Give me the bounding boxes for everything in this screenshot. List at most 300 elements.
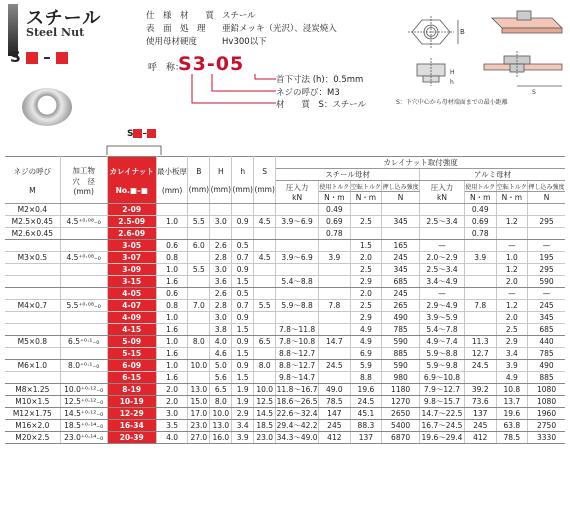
S-cell bbox=[254, 348, 276, 360]
steel-torque-break-cell: 5.9 bbox=[350, 360, 382, 372]
steel-torque-break-cell: 2.0 bbox=[350, 252, 382, 264]
unit-nm: N・m bbox=[464, 192, 496, 204]
alu-press-cell: 16.7〜24.5 bbox=[420, 420, 465, 432]
thread-cell bbox=[5, 276, 60, 288]
table-row bbox=[5, 336, 565, 348]
alu-pushout-cell bbox=[528, 228, 565, 240]
steel-pushout-cell: 785 bbox=[382, 324, 420, 336]
steel-torque-use-cell: 245 bbox=[319, 420, 351, 432]
table-row bbox=[5, 360, 565, 372]
code-cell: 2-09 bbox=[107, 204, 156, 216]
table-row bbox=[5, 204, 565, 216]
min-thickness-cell: 3.0 bbox=[156, 408, 188, 420]
B-cell: 27.0 bbox=[188, 432, 210, 444]
alu-torque-use-cell: 0.49 bbox=[464, 204, 496, 216]
thread-cell bbox=[5, 240, 60, 252]
h-cell: 0.9 bbox=[232, 312, 254, 324]
thread-cell bbox=[5, 312, 60, 324]
B-cell bbox=[188, 312, 210, 324]
code-cell: 12-29 bbox=[107, 408, 156, 420]
series-code bbox=[10, 48, 68, 66]
alu-torque-use-cell: 0.69 bbox=[464, 216, 496, 228]
thread-cell: M3×0.5 bbox=[5, 252, 60, 264]
alu-press-cell bbox=[420, 228, 465, 240]
H-cell bbox=[210, 204, 232, 216]
min-thickness-cell: 1.0 bbox=[156, 336, 188, 348]
steel-press-cell: 18.6〜26.5 bbox=[276, 397, 318, 406]
thread-cell: M2.6×0.45 bbox=[5, 228, 60, 240]
col-S-header: S (mm) bbox=[254, 157, 276, 204]
alu-torque-break-cell: 2.5 bbox=[496, 324, 528, 336]
S-cell bbox=[254, 288, 276, 300]
h-cell: 2.9 bbox=[232, 408, 254, 420]
S-cell: 4.5 bbox=[254, 216, 276, 228]
h-cell: 1.5 bbox=[232, 324, 254, 336]
alu-torque-use-cell: 12.7 bbox=[464, 348, 496, 360]
table-row bbox=[5, 252, 565, 264]
steel-torque-break-cell: 4.9 bbox=[350, 324, 382, 336]
steel-pushout-cell: 980 bbox=[382, 372, 420, 384]
table-row bbox=[5, 396, 565, 408]
H-cell: 2.8 bbox=[210, 300, 232, 312]
thread-cell: M12×1.75 bbox=[5, 408, 60, 420]
spec-value: Hv300以下 bbox=[222, 37, 267, 47]
steel-torque-use-cell: 0.69 bbox=[319, 216, 351, 228]
thread-cell: M2×0.4 bbox=[5, 204, 60, 216]
steel-press-cell: 3.9〜6.9 bbox=[276, 216, 319, 228]
S-cell bbox=[254, 372, 276, 384]
H-cell: 3.0 bbox=[210, 264, 232, 276]
alu-pushout-cell: 590 bbox=[528, 276, 565, 288]
min-thickness-cell: 4.0 bbox=[156, 432, 188, 444]
steel-press-cell: 7.8〜10.8 bbox=[276, 336, 319, 348]
alu-torque-break-cell: 10.8 bbox=[496, 384, 528, 396]
H-cell: 13.0 bbox=[210, 420, 232, 432]
H-cell: 3.8 bbox=[210, 324, 232, 336]
thread-cell bbox=[5, 372, 60, 384]
series-code-letter: S bbox=[10, 48, 21, 66]
S-cell: 14.5 bbox=[254, 408, 276, 420]
alu-press-cell: 5.4〜7.8 bbox=[420, 324, 465, 336]
H-cell: 10.0 bbox=[210, 408, 232, 420]
hole-cell bbox=[60, 228, 107, 240]
steel-press-cell: 7.8〜11.8 bbox=[276, 324, 319, 336]
steel-press-cell: 9.8〜14.7 bbox=[276, 372, 319, 384]
h-cell: 0.7 bbox=[232, 252, 254, 264]
steel-pushout-cell: 245 bbox=[382, 288, 420, 300]
spec-table bbox=[142, 10, 341, 49]
alu-press-cell: 7.9〜12.7 bbox=[420, 384, 465, 396]
steel-pushout-cell: 590 bbox=[382, 360, 420, 372]
hole-cell: 23.0⁺⁰·¹⁴₋₀ bbox=[60, 432, 107, 444]
table-row bbox=[5, 240, 565, 252]
spec-label: 使用母材硬度 bbox=[146, 37, 198, 47]
alu-press-cell: 4.9〜7.4 bbox=[420, 336, 465, 348]
B-cell: 5.5 bbox=[188, 216, 210, 228]
code-cell: 6-09 bbox=[107, 360, 156, 372]
plate-sketch bbox=[492, 11, 562, 33]
H-cell: 5.6 bbox=[210, 372, 232, 384]
steel-torque-use-cell: 7.8 bbox=[319, 300, 351, 312]
steel-press-cell: 8.8〜12.7 bbox=[276, 360, 319, 372]
S-cell: 10.0 bbox=[254, 384, 276, 396]
callout-lines bbox=[190, 72, 280, 112]
steel-pushout-cell: 1270 bbox=[382, 396, 420, 408]
alu-torque-use-cell: 412 bbox=[464, 432, 496, 444]
steel-press-header: 圧入力 kN bbox=[276, 181, 319, 204]
min-thickness-cell: 2.0 bbox=[156, 384, 188, 396]
h-cell: 0.7 bbox=[232, 300, 254, 312]
S-cell bbox=[254, 312, 276, 324]
alu-torque-break-cell: — bbox=[496, 240, 528, 252]
hole-cell: 5.5⁺⁰·⁰⁸₋₀ bbox=[60, 300, 107, 312]
S-cell: 8.0 bbox=[254, 360, 276, 372]
table-row bbox=[5, 264, 565, 276]
B-cell bbox=[188, 288, 210, 300]
side-view bbox=[417, 58, 445, 86]
red-square-icon bbox=[133, 129, 142, 138]
svg-text:h: h bbox=[450, 79, 454, 86]
table-row bbox=[5, 300, 565, 312]
alu-pushout-cell: — bbox=[528, 240, 565, 252]
code-cell: 4-15 bbox=[107, 324, 156, 336]
group-header: カレイナット取付強度 bbox=[276, 157, 565, 169]
callout-notes bbox=[276, 74, 366, 112]
h-cell: 0.9 bbox=[232, 264, 254, 276]
h-cell: 1.5 bbox=[232, 372, 254, 384]
code-cell: 5-15 bbox=[107, 348, 156, 360]
alu-torque-use-cell bbox=[464, 240, 496, 252]
steel-pushout-cell: 345 bbox=[382, 264, 420, 276]
thread-cell: M2.5×0.45 bbox=[5, 216, 60, 228]
H-cell: 6.5 bbox=[210, 384, 232, 396]
steel-torque-break-cell: 45.1 bbox=[350, 408, 382, 420]
alu-torque-use-cell bbox=[464, 276, 496, 288]
min-thickness-cell: 1.6 bbox=[156, 372, 188, 384]
col-hole-header: 加工物 穴 径 (mm) bbox=[60, 157, 107, 204]
red-square-icon bbox=[26, 52, 38, 64]
min-thickness-cell: 1.0 bbox=[156, 312, 188, 324]
S-cell bbox=[254, 324, 276, 336]
H-cell: 16.0 bbox=[210, 432, 232, 444]
steel-torque-break-cell: 19.6 bbox=[350, 384, 382, 396]
h-cell bbox=[232, 204, 254, 216]
B-cell: 10.0 bbox=[188, 360, 210, 372]
steel-press-cell bbox=[276, 312, 319, 324]
alu-pushout-cell: 295 bbox=[528, 264, 565, 276]
alu-torque-use-cell bbox=[464, 264, 496, 276]
H-cell: 2.6 bbox=[210, 288, 232, 300]
alu-press-cell: 2.5〜3.4 bbox=[420, 264, 465, 276]
alu-press-cell: 14.7〜22.5 bbox=[420, 408, 465, 420]
thread-cell: M6×1.0 bbox=[5, 360, 60, 372]
steel-pushout-header: 押し込み強度 bbox=[382, 181, 420, 192]
min-thickness-cell bbox=[156, 204, 188, 216]
code-cell: 3-05 bbox=[107, 240, 156, 252]
unit-n: N bbox=[382, 192, 420, 204]
thread-cell bbox=[5, 348, 60, 360]
min-thickness-cell: 0.6 bbox=[156, 288, 188, 300]
table-row bbox=[5, 288, 565, 300]
S-cell: 12.5 bbox=[254, 396, 276, 408]
page-title: スチール bbox=[26, 8, 102, 29]
min-thickness-cell: 1.6 bbox=[156, 276, 188, 288]
h-cell: 1.5 bbox=[232, 276, 254, 288]
steel-pushout-cell bbox=[382, 204, 420, 216]
steel-torque-break-cell bbox=[350, 228, 382, 240]
steel-pushout-cell: 685 bbox=[382, 276, 420, 288]
alu-torque-use-cell bbox=[464, 372, 496, 384]
steel-torque-use-cell: 0.49 bbox=[319, 204, 351, 216]
table-row bbox=[5, 432, 565, 444]
code-cell: 2.6-09 bbox=[107, 228, 156, 240]
code-cell: 4-07 bbox=[107, 300, 156, 312]
table-row bbox=[5, 384, 565, 396]
steel-torque-break-cell bbox=[350, 204, 382, 216]
code-cell: 6-15 bbox=[107, 372, 156, 384]
steel-torque-use-cell: 147 bbox=[319, 408, 351, 420]
steel-torque-break-cell: 1.5 bbox=[350, 240, 382, 252]
alu-torque-use-cell: 0.78 bbox=[464, 228, 496, 240]
steel-press-cell: 5.4〜8.8 bbox=[276, 276, 319, 288]
hole-cell: 4.5⁺⁰·⁰⁸₋₀ bbox=[60, 252, 107, 264]
table-label: S – bbox=[127, 129, 156, 139]
series-code-sep: – bbox=[43, 48, 51, 66]
alu-torque-use-cell: 24.5 bbox=[464, 360, 496, 372]
hole-cell bbox=[60, 372, 107, 384]
alu-torque-use-header: 使用トルク bbox=[464, 181, 496, 192]
alu-torque-use-cell bbox=[464, 288, 496, 300]
callout-code: S3-05 bbox=[178, 53, 245, 75]
alu-press-header: 圧入力 kN bbox=[420, 181, 465, 204]
min-thickness-cell: 0.8 bbox=[156, 300, 188, 312]
H-cell: 3.6 bbox=[210, 276, 232, 288]
col-h-header: h (mm) bbox=[232, 157, 254, 204]
alu-torque-use-cell: 245 bbox=[464, 420, 496, 432]
red-square-icon bbox=[147, 129, 156, 138]
code-cell: 3-07 bbox=[107, 252, 156, 264]
red-square-icon bbox=[56, 52, 68, 64]
hole-cell bbox=[60, 240, 107, 252]
steel-torque-use-cell bbox=[319, 348, 351, 360]
table-row bbox=[5, 408, 565, 420]
steel-press-cell bbox=[276, 288, 319, 300]
H-cell bbox=[210, 228, 232, 240]
alu-pushout-cell: 1080 bbox=[528, 384, 565, 396]
steel-torque-break-cell: 2.5 bbox=[350, 216, 382, 228]
steel-torque-use-cell: 412 bbox=[319, 432, 351, 444]
nut-technical-drawing bbox=[392, 6, 567, 98]
alu-press-cell: 2.5〜3.4 bbox=[420, 216, 465, 228]
steel-torque-break-cell: 8.8 bbox=[350, 372, 382, 384]
alu-torque-use-cell: 11.3 bbox=[464, 336, 496, 348]
spec-row bbox=[142, 10, 341, 23]
alu-torque-use-cell bbox=[464, 312, 496, 324]
min-thickness-cell: 1.6 bbox=[156, 324, 188, 336]
code-cell: 2.5-09 bbox=[107, 216, 156, 228]
table-row bbox=[5, 324, 565, 336]
alu-pushout-cell: 245 bbox=[528, 300, 565, 312]
steel-press-cell: 29.4〜42.2 bbox=[276, 421, 318, 430]
H-cell: 4.0 bbox=[210, 336, 232, 348]
alu-torque-break-cell: 2.0 bbox=[496, 312, 528, 324]
H-cell: 8.0 bbox=[210, 396, 232, 408]
alu-press-cell: 3.9〜5.9 bbox=[420, 312, 465, 324]
alu-torque-break-cell: 1.2 bbox=[496, 300, 528, 312]
alu-torque-break-cell: 2.9 bbox=[496, 336, 528, 348]
code-cell: 3-15 bbox=[107, 276, 156, 288]
code-cell: 20-39 bbox=[107, 432, 156, 444]
callout-label: 呼 称： bbox=[148, 63, 185, 73]
thread-cell: M4×0.7 bbox=[5, 300, 60, 312]
h-cell: 0.9 bbox=[232, 216, 254, 228]
S-cell: 23.0 bbox=[254, 432, 276, 444]
h-cell: 0.9 bbox=[232, 360, 254, 372]
S-cell bbox=[254, 228, 276, 240]
svg-text:S: S bbox=[532, 89, 536, 96]
min-thickness-cell: 3.5 bbox=[156, 420, 188, 432]
steel-torque-use-cell: 14.7 bbox=[319, 336, 351, 348]
B-cell: 5.5 bbox=[188, 264, 210, 276]
H-cell: 3.0 bbox=[210, 216, 232, 228]
min-thickness-cell: 0.6 bbox=[156, 240, 188, 252]
alu-pushout-cell: 1960 bbox=[528, 408, 565, 420]
spec-value: スチール bbox=[222, 11, 256, 21]
steel-pushout-cell: 1180 bbox=[382, 384, 420, 396]
h-cell: 1.9 bbox=[232, 396, 254, 408]
unit-n: N bbox=[528, 192, 565, 204]
steel-press-cell bbox=[276, 240, 319, 252]
hole-cell bbox=[60, 276, 107, 288]
alu-torque-break-cell bbox=[496, 204, 528, 216]
alu-torque-break-cell: 3.9 bbox=[496, 360, 528, 372]
steel-pushout-cell: 245 bbox=[382, 252, 420, 264]
spec-label: 表 面 処 理 bbox=[146, 24, 206, 34]
unit-nm: N・m bbox=[350, 192, 382, 204]
steel-pushout-cell: 6870 bbox=[382, 432, 420, 444]
H-cell: 3.0 bbox=[210, 312, 232, 324]
steel-press-cell bbox=[276, 204, 319, 216]
spec-row bbox=[142, 36, 341, 49]
steel-pushout-cell: 265 bbox=[382, 300, 420, 312]
hole-cell bbox=[60, 312, 107, 324]
alu-torque-use-cell: 7.8 bbox=[464, 300, 496, 312]
steel-pushout-cell: 165 bbox=[382, 240, 420, 252]
alu-torque-use-cell: 73.6 bbox=[464, 396, 496, 408]
alu-pushout-cell: 490 bbox=[528, 360, 565, 372]
alu-pushout-cell bbox=[528, 204, 565, 216]
alu-torque-break-cell: 78.5 bbox=[496, 432, 528, 444]
alu-pushout-cell: — bbox=[528, 288, 565, 300]
B-cell: 13.0 bbox=[188, 384, 210, 396]
hole-cell bbox=[60, 324, 107, 336]
h-cell: 0.9 bbox=[232, 336, 254, 348]
hole-cell bbox=[60, 288, 107, 300]
steel-torque-use-cell: 0.78 bbox=[319, 228, 351, 240]
hole-cell: 8.0⁺⁰·¹₋₀ bbox=[60, 360, 107, 372]
S-cell bbox=[254, 240, 276, 252]
drawing-note: S：下穴中心から母材端面までの最小距離 bbox=[396, 99, 508, 106]
alu-torque-use-cell: 3.9 bbox=[464, 252, 496, 264]
min-thickness-cell bbox=[156, 228, 188, 240]
steel-torque-use-cell: 49.0 bbox=[319, 384, 351, 396]
min-thickness-cell: 1.0 bbox=[156, 360, 188, 372]
alu-press-cell: — bbox=[420, 288, 465, 300]
hole-cell bbox=[60, 204, 107, 216]
min-thickness-cell: 0.8 bbox=[156, 252, 188, 264]
min-thickness-cell: 1.0 bbox=[156, 264, 188, 276]
steel-pushout-cell: 490 bbox=[382, 312, 420, 324]
B-cell: 23.0 bbox=[188, 420, 210, 432]
code-cell: 4-05 bbox=[107, 288, 156, 300]
h-cell bbox=[232, 228, 254, 240]
S-cell: 4.5 bbox=[254, 252, 276, 264]
steel-torque-use-cell bbox=[319, 324, 351, 336]
steel-press-cell: 8.8〜12.7 bbox=[276, 348, 319, 360]
steel-torque-use-cell: 24.5 bbox=[319, 360, 351, 372]
alu-torque-break-cell: — bbox=[496, 288, 528, 300]
spec-value: 亜鉛メッキ（光沢）、浸炭焼入 bbox=[222, 24, 337, 34]
steel-pushout-cell: 590 bbox=[382, 336, 420, 348]
steel-torque-break-cell: 2.5 bbox=[350, 300, 382, 312]
page-subtitle: Steel Nut bbox=[26, 26, 85, 39]
table-row bbox=[5, 372, 565, 384]
col-minthick-header: 最小板厚 (mm) bbox=[156, 157, 188, 204]
hole-cell: 18.5⁺⁰·¹⁴₋₀ bbox=[60, 420, 107, 432]
unit-nm: N・m bbox=[319, 192, 351, 204]
spec-label: 仕 様 材 質 bbox=[146, 11, 215, 21]
alu-pushout-cell: 1080 bbox=[528, 396, 565, 408]
steel-press-cell: 22.6〜32.4 bbox=[276, 409, 318, 418]
alu-pushout-cell: 440 bbox=[528, 336, 565, 348]
steel-torque-break-cell: 2.9 bbox=[350, 312, 382, 324]
min-thickness-cell: 1.0 bbox=[156, 216, 188, 228]
alu-torque-use-cell: 137 bbox=[464, 408, 496, 420]
B-cell: 15.0 bbox=[188, 396, 210, 408]
steel-pushout-cell: 345 bbox=[382, 216, 420, 228]
B-cell bbox=[188, 324, 210, 336]
steel-torque-break-cell: 2.5 bbox=[350, 264, 382, 276]
spec-main-table bbox=[5, 156, 565, 444]
h-cell: 3.4 bbox=[232, 420, 254, 432]
alu-torque-break-cell: 1.2 bbox=[496, 216, 528, 228]
steel-torque-use-cell bbox=[319, 240, 351, 252]
nut-photo bbox=[22, 88, 72, 126]
alu-press-cell: 9.8〜15.7 bbox=[420, 396, 465, 408]
steel-pushout-cell: 885 bbox=[382, 348, 420, 360]
alu-press-cell: 19.6〜29.4 bbox=[420, 432, 465, 444]
table-row bbox=[5, 348, 565, 360]
alu-torque-break-cell: 1.2 bbox=[496, 264, 528, 276]
table-row bbox=[5, 228, 565, 240]
steel-header: スチール母材 bbox=[276, 169, 420, 181]
alu-press-cell: 2.9〜4.9 bbox=[420, 300, 465, 312]
steel-torque-use-cell bbox=[319, 312, 351, 324]
steel-torque-break-cell: 137 bbox=[350, 432, 382, 444]
h-cell: 1.9 bbox=[232, 384, 254, 396]
code-cell: 4-09 bbox=[107, 312, 156, 324]
steel-torque-break-cell: 6.9 bbox=[350, 348, 382, 360]
alu-pushout-cell: 785 bbox=[528, 348, 565, 360]
steel-press-cell bbox=[276, 264, 319, 276]
thread-cell: M8×1.25 bbox=[5, 384, 60, 396]
alu-press-cell: 2.0〜2.9 bbox=[420, 252, 465, 264]
B-cell: 8.0 bbox=[188, 336, 210, 348]
steel-press-cell: 3.9〜6.9 bbox=[276, 252, 319, 264]
S-cell: 5.5 bbox=[254, 300, 276, 312]
alu-pushout-header: 押し込み強度 bbox=[528, 181, 565, 192]
code-cell: 8-19 bbox=[107, 384, 156, 396]
